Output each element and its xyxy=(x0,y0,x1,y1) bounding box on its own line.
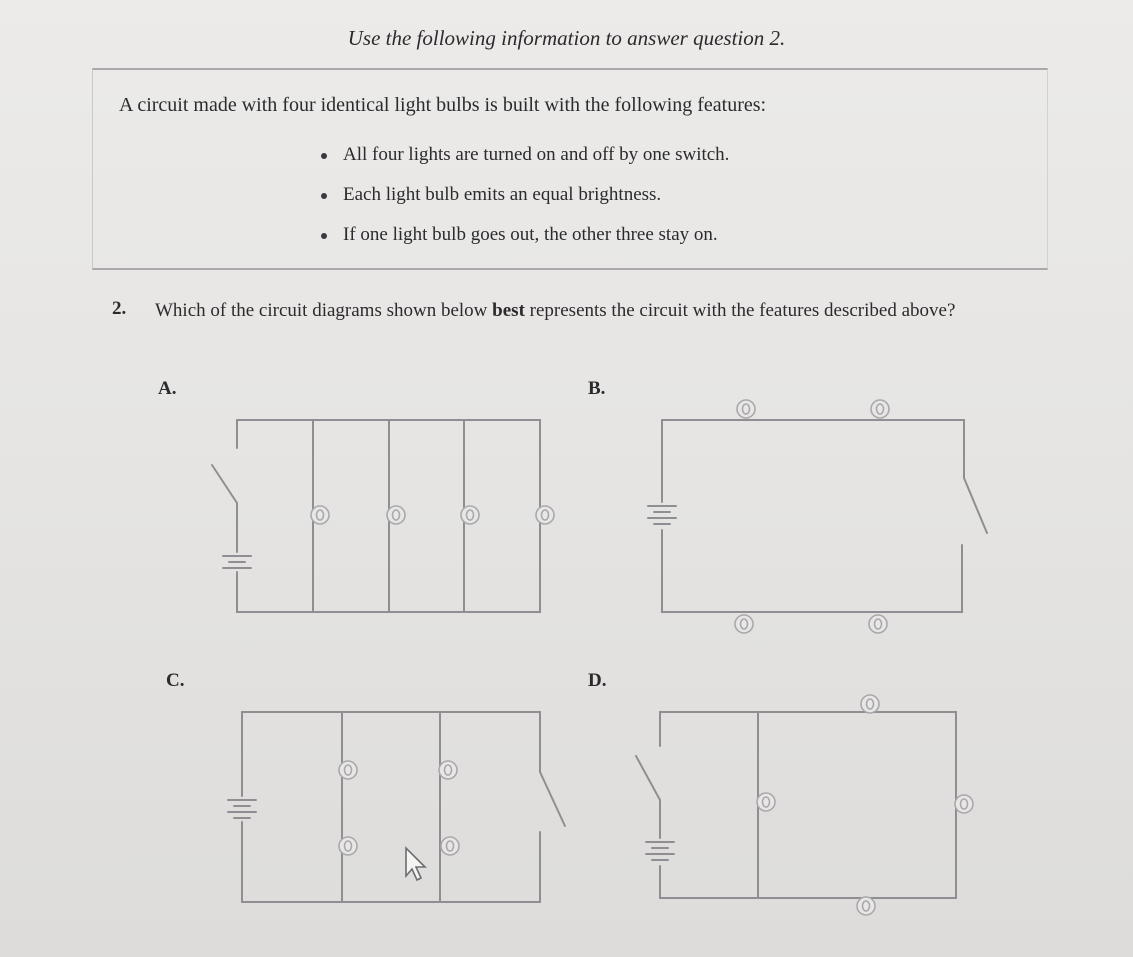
question-emphasis: best xyxy=(492,300,525,321)
light-bulb-icon xyxy=(735,615,753,633)
light-bulb-icon xyxy=(737,400,755,418)
info-stem: A circuit made with four identical light bulbs is built with the following features: xyxy=(119,94,767,116)
option-label-a[interactable]: A. xyxy=(158,378,177,399)
light-bulb-icon xyxy=(871,400,889,418)
option-d-diagram[interactable] xyxy=(636,695,973,915)
light-bulb-icon xyxy=(441,837,459,855)
light-bulb-icon xyxy=(536,506,554,524)
option-label-d[interactable]: D. xyxy=(588,670,607,691)
switch-icon xyxy=(636,756,660,800)
feature-text: If one light bulb goes out, the other three stay on. xyxy=(343,224,718,245)
light-bulb-icon xyxy=(757,793,775,811)
switch-icon xyxy=(212,465,237,552)
feature-text: Each light bulb emits an equal brightness. xyxy=(343,184,662,205)
light-bulb-icon xyxy=(387,506,405,524)
question-text-after: represents the circuit with the features described above? xyxy=(529,300,956,321)
question-number: 2. xyxy=(112,298,127,319)
light-bulb-icon xyxy=(857,897,875,915)
battery-icon xyxy=(223,556,251,568)
option-b-diagram[interactable] xyxy=(648,400,987,633)
battery-icon xyxy=(646,842,674,860)
light-bulb-icon xyxy=(339,837,357,855)
option-c-diagram[interactable] xyxy=(228,712,565,902)
switch-icon xyxy=(964,478,987,533)
option-a-diagram[interactable] xyxy=(212,420,554,612)
light-bulb-icon xyxy=(439,761,457,779)
switch-icon xyxy=(540,772,565,826)
feature-text: All four lights are turned on and off by one switch. xyxy=(343,144,730,165)
light-bulb-icon xyxy=(339,761,357,779)
battery-icon xyxy=(648,506,676,524)
option-label-b[interactable]: B. xyxy=(588,378,606,399)
mouse-cursor-icon xyxy=(406,848,425,880)
intro-heading: Use the following information to answer question 2. xyxy=(347,26,786,50)
battery-icon xyxy=(228,800,256,818)
question-text-before: Which of the circuit diagrams shown below xyxy=(155,300,488,321)
light-bulb-icon xyxy=(861,695,879,713)
light-bulb-icon xyxy=(311,506,329,524)
light-bulb-icon xyxy=(869,615,887,633)
light-bulb-icon xyxy=(461,506,479,524)
option-label-c[interactable]: C. xyxy=(166,670,185,691)
light-bulb-icon xyxy=(955,795,973,813)
